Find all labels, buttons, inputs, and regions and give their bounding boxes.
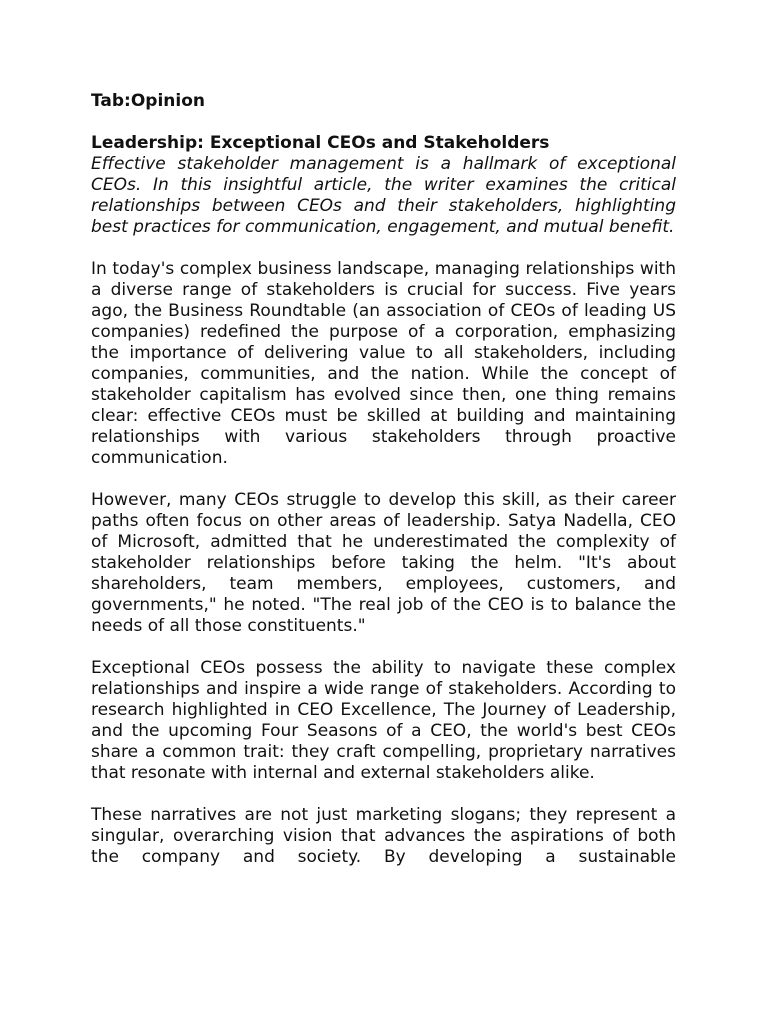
article-standfirst: Effective stakeholder management is a hallmark of exceptional CEOs. In this insightful article, the writer examines the critical relationships between CEOs and their stakeholders, highlighting best practices for communication, engagement, and mutual benefit. (91, 154, 676, 237)
tab-label: Tab:Opinion (91, 91, 206, 111)
article-body (91, 91, 676, 868)
article-headline: Leadership: Exceptional CEOs and Stakeholders (91, 133, 550, 153)
paragraph-4: These narratives are not just marketing slogans; they represent a singular, overarching vision that advances the aspirations of both the company and society. By developing a sustainable (91, 805, 676, 867)
paragraph-2: However, many CEOs struggle to develop this skill, as their career paths often focus on other areas of leadership. Satya Nadella, CEO of Microsoft, admitted that he underestimated the complexity of stakeholder relationships before taking the helm. "It's about shareholders, team members, employees, customers, and governments," he noted. "The real job of the CEO is to balance the needs of all those constituents." (91, 490, 676, 636)
paragraph-3: Exceptional CEOs possess the ability to navigate these complex relationships and inspire a wide range of stakeholders. According to research highlighted in CEO Excellence, The Journey of Leadership, and the upcoming Four Seasons of a CEO, the world's best CEOs share a common trait: they craft compelling, proprietary narratives that resonate with internal and external stakeholders alike. (91, 658, 676, 783)
paragraph-1: In today's complex business landscape, managing relationships with a diverse range of stakeholders is crucial for success. Five years ago, the Business Roundtable (an association of CEOs of leading US companies) redefined the purpose of a corporation, emphasizing the importance of delivering value to all stakeholders, including companies, communities, and the nation. While the concept of stakeholder capitalism has evolved since then, one thing remains clear: effective CEOs must be skilled at building and maintaining relationships with various stakeholders through proactive communication. (91, 259, 676, 468)
